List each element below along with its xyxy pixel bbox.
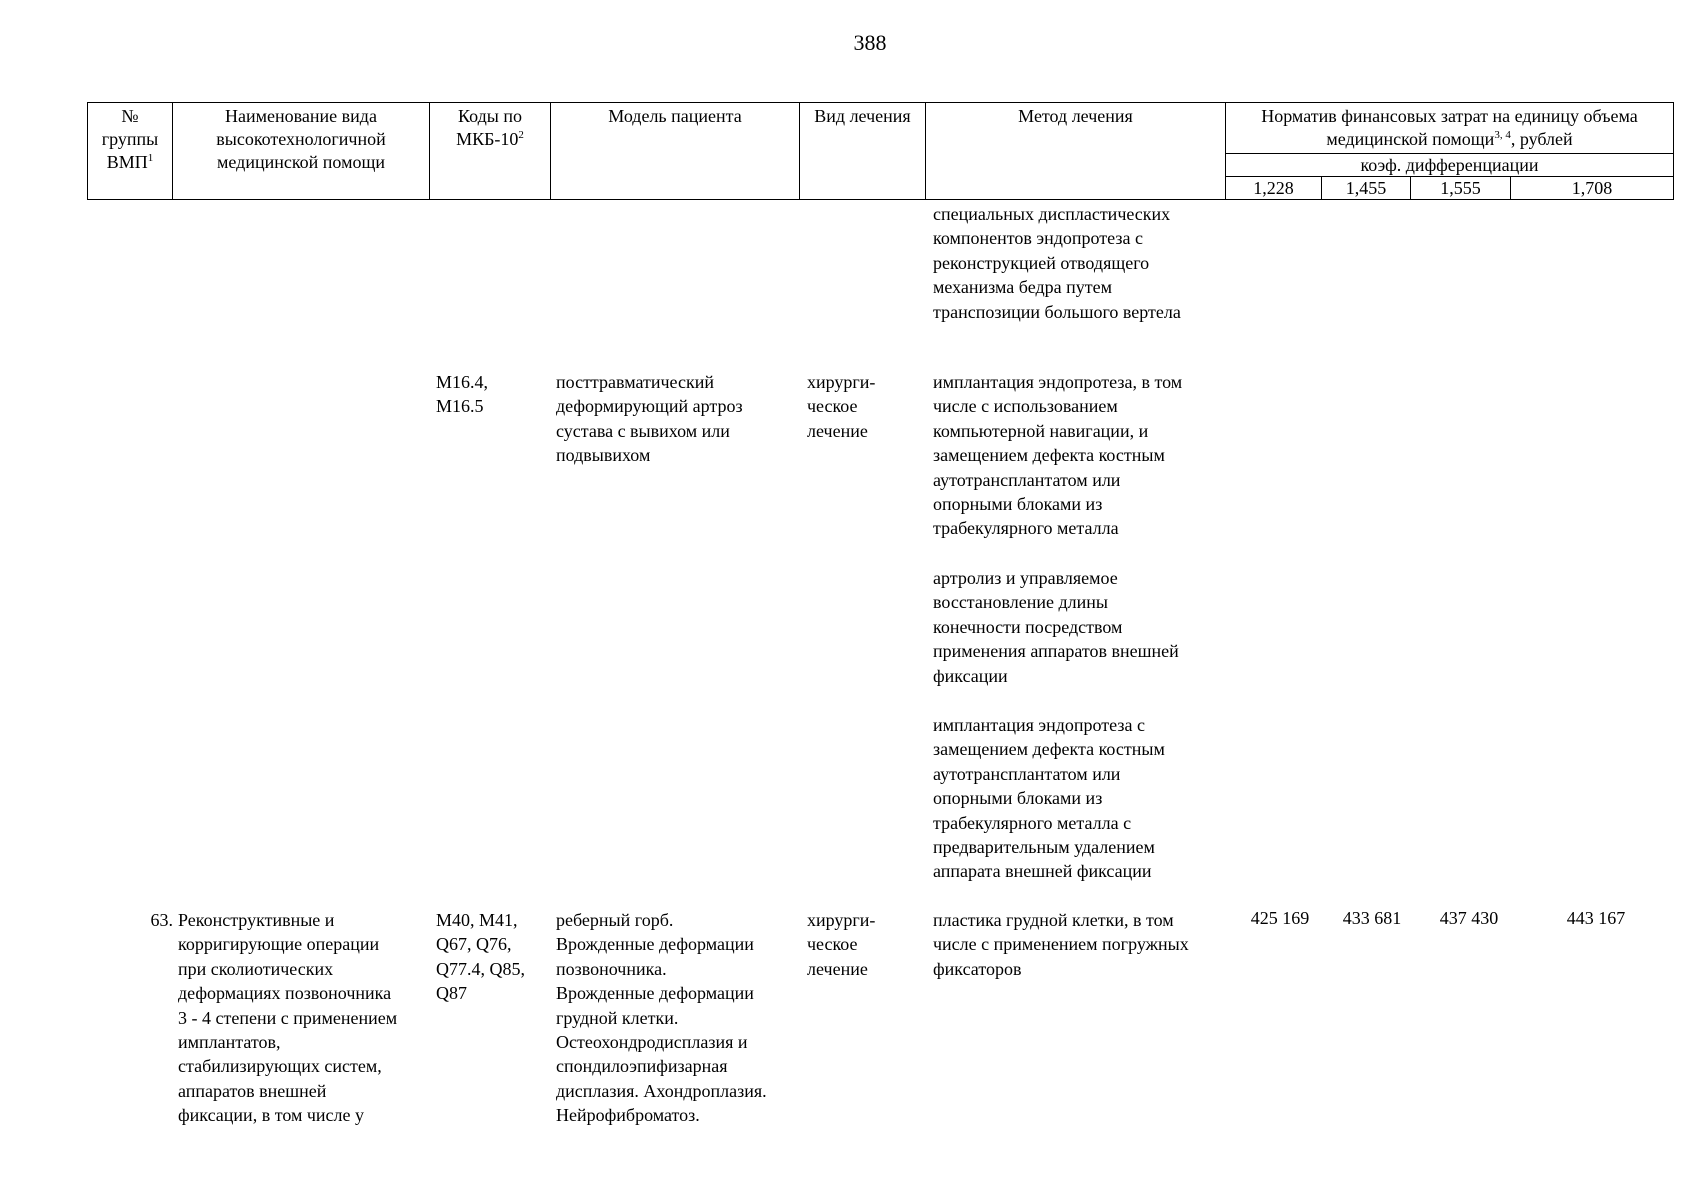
row-method: имплантация эндопротеза, в том числе с использованием компьютерной навигации, и замещением дефекта костным аутотрансплантатом или опорными блоками из трабекулярного металла (933, 372, 1183, 539)
header-method: Метод лечения (926, 103, 1226, 200)
page-number: 388 (853, 30, 887, 55)
row-codes: M16.4, M16.5 (436, 372, 489, 417)
row-price-1: 425 169 (1250, 908, 1310, 928)
row-group-number: 63. (150, 910, 173, 930)
header-name: Наименование вида высокотехнологичной медицинской помощи (173, 103, 430, 200)
row-name: Реконструктивные и корригирующие операции при сколиотических деформациях позвоночника 3 - 4 степени с применением имплантатов, стабилизирующих систем, аппаратов внешней фиксации, в том числе у (178, 910, 398, 1126)
header-model: Модель пациента (551, 103, 800, 200)
method-continuation: специальных диспластических компонентов эндопротеза с реконструкцией отводящего механизма бедра путем транспозиции большого вертела (933, 204, 1181, 322)
row-price-2: 433 681 (1342, 908, 1402, 928)
row-type: хирурги- ческое лечение (807, 372, 876, 441)
header-norm: Норматив финансовых затрат на единицу объема медицинской помощи$^{3, 4}$, рублей (1226, 103, 1674, 154)
row-price-3: 437 430 (1439, 908, 1499, 928)
row-method: пластика грудной клетки, в том числе с применением погружных фиксаторов (933, 910, 1189, 979)
row-type: хирурги- ческое лечение (807, 910, 876, 979)
header-group-number: № группы ВМП$^1$ (88, 103, 173, 200)
coef-1: 1,228 (1226, 177, 1322, 200)
table-header (87, 102, 1674, 200)
row-codes: M40, M41, Q67, Q76, Q77.4, Q85, Q87 (436, 910, 525, 1004)
row-model: реберный горб. Врожденные деформации позвоночника. Врожденные деформации грудной клетки. Остеохондродисплазия и спондилоэпифизарная дисплазия. Ахондроплазия. Нейрофиброматоз. (556, 910, 767, 1126)
header-coef: коэф. дифференциации (1226, 154, 1674, 177)
row-method: артролиз и управляемое восстановление длины конечности посредством применения аппаратов внешней фиксации (933, 568, 1179, 686)
coef-2: 1,455 (1322, 177, 1411, 200)
header-codes: Коды по МКБ-$10^2$ (430, 103, 551, 200)
row-model: посттравматический деформирующий артроз сустава с вывихом или подвывихом (556, 372, 743, 466)
row-method: имплантация эндопротеза с замещением дефекта костным аутотрансплантатом или опорными блоками из трабекулярного металла с предварительным удалением аппарата внешней фиксации (933, 715, 1165, 882)
coef-3: 1,555 (1411, 177, 1511, 200)
header-type: Вид лечения (800, 103, 926, 200)
table-body (87, 202, 1673, 1182)
coef-4: 1,708 (1511, 177, 1674, 200)
row-price-4: 443 167 (1566, 908, 1626, 928)
